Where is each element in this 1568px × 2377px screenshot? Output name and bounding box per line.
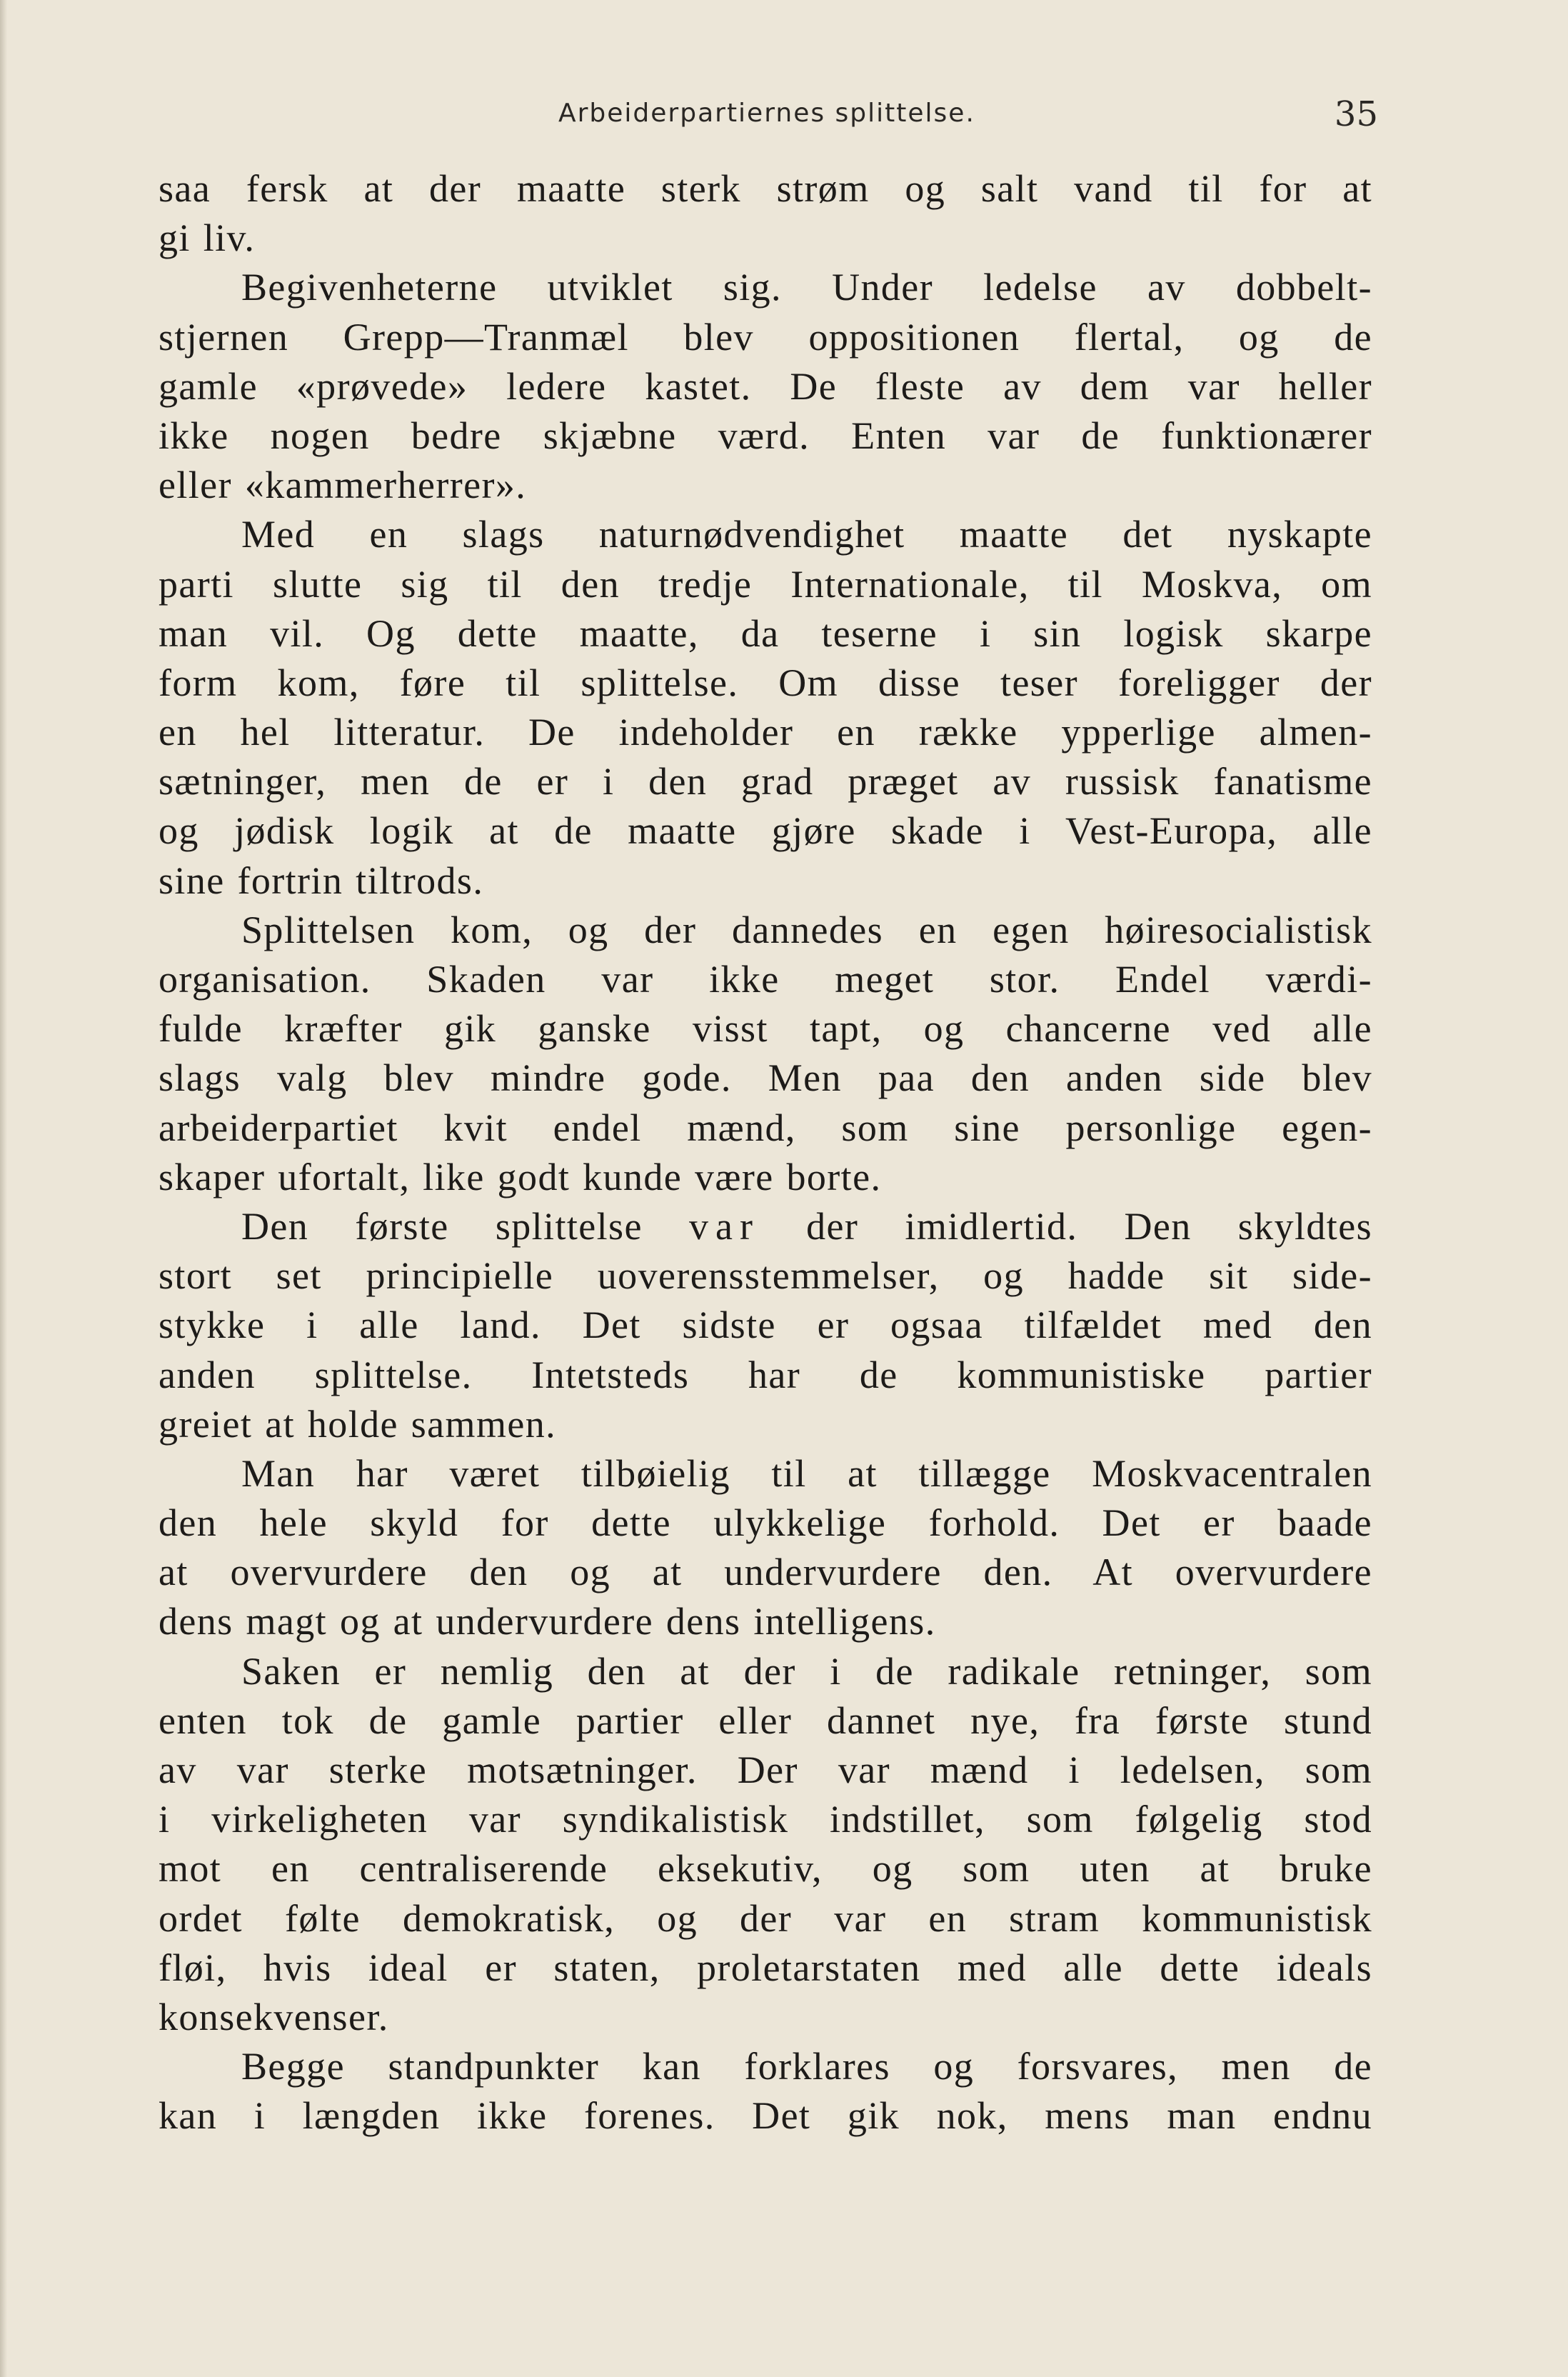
text-line: fulde kræfter gik ganske visst tapt, og chancerne ved alle — [159, 1007, 1372, 1051]
text-line: av var sterke motsætninger. Der var mænd i ledelsen, som — [159, 1748, 1372, 1791]
body-text — [159, 164, 1372, 2141]
text-line: anden splittelse. Intetsteds har de kommunistiske partier — [159, 1353, 1372, 1396]
text-line: stykke i alle land. Det sidste er ogsaa tilfældet med den — [159, 1303, 1372, 1347]
text-line: i virkeligheten var syndikalistisk indstillet, som følgelig stod — [159, 1798, 1372, 1841]
text-line: fløi, hvis ideal er staten, proletarstaten med alle dette ideals — [159, 1946, 1372, 1989]
text-line: sine fortrin tiltrods. — [159, 859, 484, 902]
text-line: den hele skyld for dette ulykkelige forhold. Det er baade — [159, 1501, 1372, 1545]
text-line: saa fersk at der maatte sterk strøm og salt vand til for at — [159, 167, 1372, 210]
text-line: gamle «prøvede» ledere kastet. De fleste av dem var heller — [159, 364, 1372, 408]
text-line: sætninger, men de er i den grad præget av russisk fanatisme — [159, 760, 1372, 804]
text-segment: der imidlertid. Den skyldtes — [759, 1204, 1372, 1248]
text-line: slags valg blev mindre gode. Men paa den anden side blev — [159, 1056, 1372, 1100]
text-line: Begivenheterne utviklet sig. Under ledelse av dobbelt- — [241, 266, 1372, 309]
text-line: stjernen Grepp—Tranmæl blev oppositionen flertal, og de — [159, 315, 1372, 359]
text-line: Man har været tilbøielig til at tillægge Moskvacentralen — [241, 1451, 1372, 1495]
text-line: ikke nogen bedre skjæbne værd. Enten var de funktionærer — [159, 414, 1372, 457]
text-line: man vil. Og dette maatte, da teserne i sin logisk skarpe — [159, 611, 1372, 655]
text-line: en hel litteratur. De indeholder en række ypperlige almen- — [159, 711, 1372, 754]
text-line: greiet at holde sammen. — [159, 1402, 557, 1446]
text-line: Med en slags naturnødvendighet maatte det nyskapte — [241, 513, 1372, 556]
text-line: Splittelsen kom, og der dannedes en egen høiresocialistisk — [241, 908, 1372, 951]
text-line: ordet følte demokratisk, og der var en stram kommunistisk — [159, 1896, 1372, 1940]
text-line: Begge standpunkter kan forklares og forsvares, men de — [241, 2045, 1372, 2088]
text-line: at overvurdere den og at undervurdere den. At overvurdere — [159, 1551, 1372, 1594]
text-line: gi liv. — [159, 216, 256, 260]
text-line: stort set principielle uoverensstemmelser, og hadde sit side- — [159, 1254, 1372, 1298]
text-line: enten tok de gamle partier eller dannet nye, fra første stund — [159, 1698, 1372, 1742]
text-line: skaper ufortalt, like godt kunde være borte. — [159, 1155, 882, 1198]
text-line: konsekvenser. — [159, 1995, 389, 2038]
text-line: og jødisk logik at de maatte gjøre skade i Vest-Europa, alle — [159, 809, 1372, 853]
scan-edge — [0, 0, 7, 2377]
text-line — [159, 1202, 1372, 1251]
text-line: Saken er nemlig den at der i de radikale retninger, som — [241, 1649, 1372, 1693]
page-header — [164, 91, 1378, 156]
text-line: kan i længden ikke forenes. Det gik nok, mens man endnu — [159, 2094, 1372, 2138]
text-line: parti slutte sig til den tredje Internationale, til Moskva, om — [159, 562, 1372, 606]
text-line: organisation. Skaden var ikke meget stor. Endel værdi- — [159, 958, 1372, 1001]
text-line: form kom, føre til splittelse. Om disse teser foreligger der — [159, 661, 1372, 704]
text-line: dens magt og at undervurdere dens intelligens. — [159, 1600, 936, 1643]
text-segment: Den første splittelse — [241, 1204, 689, 1248]
text-line: arbeiderpartiet kvit endel mænd, som sine personlige egen- — [159, 1106, 1372, 1149]
running-title: Arbeiderpartiernes splittelse. — [558, 99, 975, 128]
page-number: 35 — [1334, 94, 1378, 134]
text-line: mot en centraliserende eksekutiv, og som uten at bruke — [159, 1847, 1372, 1891]
spaced-emphasis: var — [689, 1204, 760, 1248]
text-line: eller «kammerherrer». — [159, 464, 527, 507]
